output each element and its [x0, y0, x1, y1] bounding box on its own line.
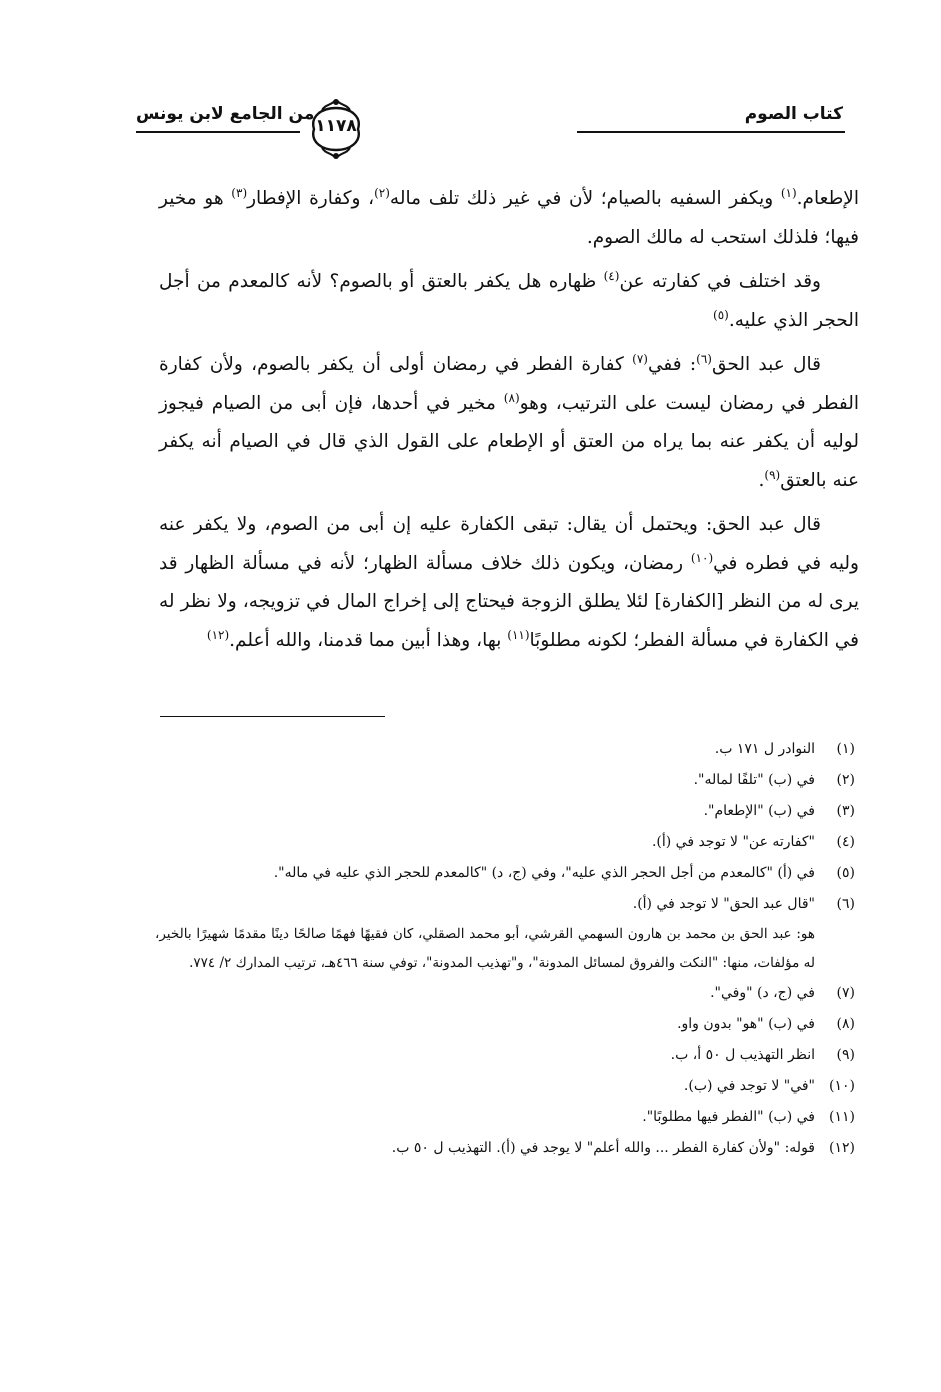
- footnote-text: في (ب) "الفطر فيها مطلوبًا".: [642, 1109, 815, 1125]
- footnote: [155, 765, 855, 796]
- footnote-number: (١٠): [829, 1078, 855, 1094]
- footnote-number: (١٢): [829, 1140, 855, 1156]
- footnote-marker: (١٢): [206, 627, 230, 642]
- footnote: [155, 1071, 855, 1102]
- footnote-marker: (٣): [231, 185, 248, 200]
- footnote-number: (١): [836, 741, 855, 757]
- footnote-text: قوله: "ولأن كفارة الفطر ... والله أعلم" لا يوجد في (أ). التهذيب ل ٥٠ ب.: [391, 1140, 815, 1156]
- footnote-number: (٣): [836, 803, 855, 819]
- footnote: [155, 1009, 855, 1040]
- footnote-marker: (٨): [503, 390, 520, 405]
- running-head-book-title: كتاب الصوم: [744, 104, 843, 124]
- footnote-text: في (ج، د) "وفي".: [710, 985, 815, 1001]
- footnote-number: (٦): [836, 896, 855, 912]
- footnote: [155, 1040, 855, 1071]
- footnote-biography: هو: عبد الحق بن محمد بن هارون السهمي القرشي، أبو محمد الصقلي، كان فقيهًا فهمًا صالحًا دينًا مقدمًا شهيرًا بالخير، له مؤلفات، منها: "النكت والفروق لمسائل المدونة"، و"تهذيب المدونة"، توفي سنة ٤٦٦هـ، ترتيب المدارك ٢/ ٧٧٤.: [155, 926, 815, 971]
- header-rule-right: [577, 131, 845, 133]
- footnote-text: انظر التهذيب ل ٥٠ أ، ب.: [670, 1047, 815, 1063]
- footnote-marker: (١١): [507, 627, 530, 642]
- footnote: [155, 1102, 855, 1133]
- main-text: [159, 180, 859, 666]
- paragraph-2: وقد اختلف في كفارته عن$^{(٤)}$ ظهاره هل يكفر بالعتق أو بالصوم؟ لأنه كالمعدم من أجل الحجر الذي عليه.$^{(٥)}$: [159, 268, 859, 331]
- footnote: [155, 796, 855, 827]
- footnote-number: (٨): [836, 1016, 855, 1032]
- header-rule-left: [136, 131, 300, 133]
- footnote: [155, 827, 855, 858]
- footnote-text: في (أ) "كالمعدم من أجل الحجر الذي عليه"، وفي (ج، د) "كالمعدم للحجر الذي عليه في ماله".: [273, 865, 815, 881]
- footnote-marker: (٥): [713, 307, 729, 322]
- footnote-text: في (ب) "تلفًا لماله".: [693, 772, 815, 788]
- footnote-marker: (٩): [764, 467, 781, 482]
- footnote-marker: (٤): [603, 268, 620, 283]
- footnote-number: (٧): [836, 985, 855, 1001]
- footnote-text: في (ب) "الإطعام".: [703, 803, 815, 819]
- footnote-number: (٩): [836, 1047, 855, 1063]
- footnote-marker: (١٠): [690, 550, 714, 565]
- paragraph-3: قال عبد الحق$^{(٦)}$: ففي$^{(٧)}$ كفارة الفطر في رمضان أولى أن يكفر بالصوم، ولأن كفارة الفطر في رمضان ليست على الترتيب، وهو$^{(٨)}$ مخير في أحدها، فإن أبى من الصيام فيجوز لوليه أن يكفر عنه بما يراه من العتق أو الإطعام على القول الذي قال في الصيام أنه يكفر عنه بالعتق$^{(٩)}$.: [159, 351, 860, 491]
- footnote-text: "قال عبد الحق" لا توجد في (أ).: [632, 896, 815, 912]
- footnote-marker: (٦): [696, 351, 712, 366]
- page-number: ١١٧٨: [315, 116, 357, 136]
- footnote-text: في (ب) "هو" بدون واو.: [677, 1016, 815, 1032]
- footnote: [155, 858, 855, 889]
- footnote-number: (١١): [829, 1109, 855, 1125]
- footnote-separator: [160, 716, 385, 717]
- footnote-text: النوادر ل ١٧١ ب.: [714, 741, 815, 757]
- footnote: [155, 978, 855, 1009]
- footnote-number: (٢): [836, 772, 855, 788]
- footnote-marker: (١): [780, 185, 797, 200]
- footnote: [155, 734, 855, 765]
- footnote: [155, 1133, 855, 1164]
- footnotes: [155, 734, 855, 1164]
- footnote-text: "في" لا توجد في (ب).: [683, 1078, 815, 1094]
- footnote-marker: (٢): [374, 185, 390, 200]
- paragraph-1: الإطعام.$^{(١)}$ ويكفر السفيه بالصيام؛ لأن في غير ذلك تلف ماله$^{(٢)}$، وكفارة الإفطار$^{(٣)}$ هو مخير فيها؛ فلذلك استحب له مالك الصوم.: [159, 185, 859, 248]
- footnote-marker: (٧): [632, 351, 648, 366]
- footnote-number: (٤): [836, 834, 855, 850]
- footnote-text: "كفارته عن" لا توجد في (أ).: [651, 834, 815, 850]
- running-head-work-title: من الجامع لابن يونس: [136, 104, 315, 124]
- paragraph-4: قال عبد الحق: ويحتمل أن يقال: تبقى الكفارة عليه إن أبى من الصوم، ولا يكفر عنه وليه في فطره في$^{(١٠)}$ رمضان، ويكون ذلك خلاف مسألة الظهار؛ لأنه في مسألة الظهار قد يرى له من النظر [الكفارة] لئلا يطلق الزوجة فيحتاج إلى إخراج المال في تزويجه، ولا نظر له في الكفارة في مسألة الفطر؛ لكونه مطلوبًا$^{(١١)}$ بها، وهذا أبين مما قدمنا، والله أعلم.$^{(١٢)}$: [159, 514, 859, 651]
- footnote: [155, 889, 855, 920]
- footnote-number: (٥): [836, 865, 855, 881]
